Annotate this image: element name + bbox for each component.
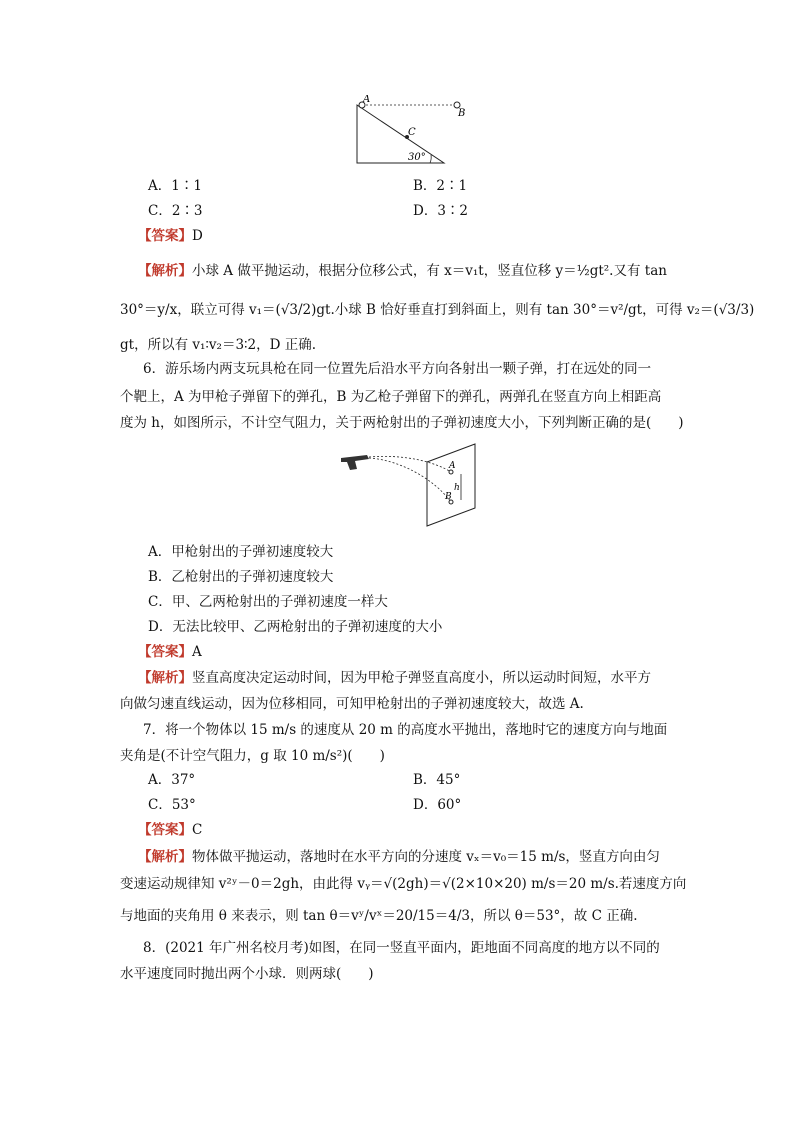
label-a: A [449,461,456,471]
angle-label: 30° [408,152,426,163]
q6-stem-line-2: 个靶上，A 为甲枪子弹留下的弹孔，B 为乙枪子弹留下的弹孔，两弹孔在竖直方向上相距高 [120,389,662,405]
answer-tag: 【答案】 [138,644,192,660]
q8-stem-line-2: 水平速度同时抛出两个小球．则两球( ) [120,966,374,982]
gun-icon [341,455,369,470]
q6-analysis-line-1: 【解析】竖直高度决定运动时间，因为甲枪子弹竖直高度小，所以运动时间短，水平方 [138,670,651,686]
q6-answer: 【答案】A [138,644,202,660]
q5-analysis-line-1: 【解析】小球 A 做平抛运动，根据分位移公式，有 x＝v₁t，竖直位移 y＝½gt².又有 tan [138,263,667,279]
q6-option-d: D．无法比较甲、乙两枪射出的子弹初速度的大小 [148,619,443,635]
q7-option-d: D．60° [413,797,462,813]
q5-answer: 【答案】D [138,228,203,244]
answer-tag: 【答案】 [138,228,192,244]
q6-option-a: A．甲枪射出的子弹初速度较大 [148,544,334,560]
q7-analysis-line-3: 与地面的夹角用 θ 来表示，则 tan θ＝vʸ/vˣ＝20/15＝4/3，所以 θ＝53°，故 C 正确. [120,908,638,924]
incline-figure [350,95,470,167]
q7-option-b: B．45° [413,772,461,788]
q7-stem-line-2: 夹角是(不计空气阻力，g 取 10 m/s²)( ) [120,748,385,764]
label-b: B [445,492,452,502]
answer-tag: 【答案】 [138,822,192,838]
analysis-tag: 【解析】 [138,849,192,865]
q6-stem-line-1: 6．游乐场内两支玩具枪在同一位置先后沿水平方向各射出一颗子弹，打在远处的同一 [143,361,652,377]
q7-option-a: A．37° [148,772,196,788]
label-b: B [458,108,466,119]
q6-option-b: B．乙枪射出的子弹初速度较大 [148,569,334,585]
q6-analysis-line-2: 向做匀速直线运动，因为位移相同，可知甲枪射出的子弹初速度较大，故选 A. [120,696,584,712]
label-c: C [408,127,416,138]
q5-option-a: A．1∶1 [148,178,202,194]
q7-stem-line-1: 7．将一个物体以 15 m/s 的速度从 20 m 的高度水平抛出，落地时它的速度方向与地面 [143,722,668,738]
q5-option-b: B．2∶1 [413,178,468,194]
q5-option-d: D．3∶2 [413,203,469,219]
q6-option-c: C．甲、乙两枪射出的子弹初速度一样大 [148,594,388,610]
label-a: A [363,95,371,105]
q6-stem-line-3: 度为 h，如图所示，不计空气阻力，关于两枪射出的子弹初速度大小，下列判断正确的是( ) [120,415,684,431]
q8-stem-line-1: 8．(2021 年广州名校月考)如图，在同一竖直平面内，距地面不同高度的地方以不同的 [143,940,660,956]
analysis-tag: 【解析】 [138,263,192,279]
label-h: h [454,483,460,493]
q7-analysis-line-2: 变速运动规律知 v²ʸ－0＝2gh，由此得 vᵧ＝√(2gh)＝√(2×10×20) m/s＝20 m/s.若速度方向 [120,876,687,892]
analysis-tag: 【解析】 [138,670,192,686]
q7-option-c: C．53° [148,797,196,813]
q5-option-c: C．2∶3 [148,203,203,219]
q7-analysis-line-1: 【解析】物体做平抛运动，落地时在水平方向的分速度 vₓ＝v₀＝15 m/s，竖直方向由匀 [138,849,660,865]
q7-answer: 【答案】C [138,822,203,838]
gun-target-figure [335,440,495,530]
q5-analysis-line-2: 30°＝y/x，联立可得 v₁＝(√3/2)gt.小球 B 恰好垂直打到斜面上，则有 tan 30°＝v²/gt，可得 v₂＝(√3/3) [120,302,755,318]
q5-analysis-line-3: gt，所以有 v₁∶v₂＝3∶2，D 正确. [120,337,317,353]
